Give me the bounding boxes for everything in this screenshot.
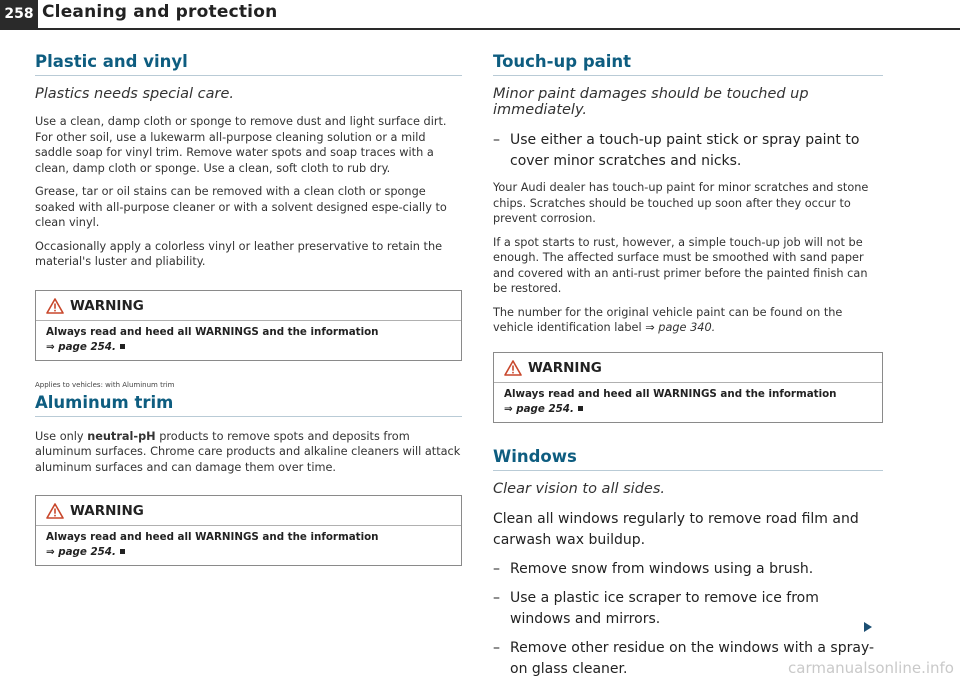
instruction-step xyxy=(493,130,883,172)
section-subtitle: Plastics needs special care. xyxy=(35,86,235,102)
text-run: Use only xyxy=(35,429,88,443)
dash-bullet: – xyxy=(493,589,500,606)
page-reference-link[interactable]: ⇒ page 254. xyxy=(504,402,574,415)
section-subtitle: Minor paint damages should be touched up immediately. xyxy=(493,86,809,118)
end-mark-icon xyxy=(120,344,125,349)
section-subtitle: Clear vision to all sides. xyxy=(493,480,665,497)
applies-to-note: Applies to vehicles: with Aluminum trim xyxy=(35,380,175,389)
dash-bullet: – xyxy=(493,132,500,148)
paragraph xyxy=(493,305,883,336)
step-text: Remove other residue on the windows with a spray-on glass cleaner. xyxy=(510,639,875,677)
text-run: The number for the original vehicle paint can be found on the vehicle identification label xyxy=(493,305,843,334)
left-column xyxy=(35,52,462,566)
page-number: 258 xyxy=(0,0,38,28)
warning-body xyxy=(36,321,461,360)
section-touch-up-paint xyxy=(493,52,883,336)
section-title: Windows xyxy=(493,447,883,471)
page-reference-link[interactable]: ⇒ page 254. xyxy=(46,340,116,353)
dash-bullet: – xyxy=(493,639,500,656)
warning-header xyxy=(36,496,461,526)
page-reference-link[interactable]: ⇒ page 254. xyxy=(46,546,116,558)
step-text: Remove snow from windows using a brush. xyxy=(510,560,814,577)
warning-title: WARNING xyxy=(70,297,144,314)
page-header xyxy=(0,0,960,30)
warning-header xyxy=(36,291,461,321)
instruction-step xyxy=(493,588,883,630)
step-text: Use either a touch-up paint stick or spray paint to cover minor scratches and nicks. xyxy=(510,132,860,169)
warning-text: Always read and heed all WARNINGS and the information xyxy=(504,387,837,400)
warning-title: WARNING xyxy=(528,359,602,376)
warning-box xyxy=(35,495,462,566)
step-text: Use a plastic ice scraper to remove ice from windows and mirrors. xyxy=(510,589,819,627)
paragraph xyxy=(35,429,462,476)
section-title: Plastic and vinyl xyxy=(35,52,462,76)
paragraph: Grease, tar or oil stains can be removed with a clean cloth or sponge soaked with all-purpose cleaner or with a solvent designed espe-cially to clean vinyl. xyxy=(35,185,447,229)
watermark: carmanualsonline.info xyxy=(788,659,954,677)
warning-title: WARNING xyxy=(70,503,144,519)
end-mark-icon xyxy=(120,549,125,554)
warning-body xyxy=(494,383,882,422)
continue-arrow-icon xyxy=(864,622,872,632)
section-windows xyxy=(493,447,883,680)
section-title: Touch-up paint xyxy=(493,52,883,76)
paragraph: Use a clean, damp cloth or sponge to remove dust and light surface dirt. For other soil, use a lukewarm all-purpose cleaning solution or a mild saddle soap for vinyl trim. Remove water spots and soap traces with a clean, damp cloth or sponge. Use a clean, soft cloth to rub dry. xyxy=(35,115,447,175)
warning-text: Always read and heed all WARNINGS and the information xyxy=(46,325,379,338)
paragraph: Your Audi dealer has touch-up paint for minor scratches and stone chips. Scratches should be touched up soon after they occur to prevent corrosion. xyxy=(493,181,869,225)
warning-header xyxy=(494,353,882,383)
warning-body xyxy=(36,526,461,565)
emphasis-text: neutral-pH xyxy=(87,429,156,443)
dash-bullet: – xyxy=(493,560,500,577)
page-reference-link[interactable]: ⇒ page 340. xyxy=(645,321,716,334)
section-title: Aluminum trim xyxy=(35,393,462,417)
instruction-step xyxy=(493,559,883,580)
right-column xyxy=(493,52,883,688)
warning-triangle-icon xyxy=(46,503,64,519)
end-mark-icon xyxy=(578,406,583,411)
section-aluminum-trim xyxy=(35,381,462,476)
warning-box xyxy=(35,290,462,361)
section-plastic-vinyl xyxy=(35,52,462,270)
warning-triangle-icon xyxy=(46,298,64,314)
chapter-title: Cleaning and protection xyxy=(42,2,278,22)
text-run: products to remove spots and deposits from aluminum surfaces. Chrome care products and alkaline cleaners will attack aluminum surfaces and can damage them over time. xyxy=(35,429,461,474)
warning-text: Always read and heed all WARNINGS and the information xyxy=(46,531,379,543)
warning-box xyxy=(493,352,883,423)
header-rule xyxy=(0,28,960,30)
paragraph: If a spot starts to rust, however, a simple touch-up job will not be enough. The affected surface must be smoothed with sand paper and covered with an anti-rust primer before the painted finish can be restored. xyxy=(493,235,868,295)
paragraph: Occasionally apply a colorless vinyl or leather preservative to retain the material's luster and pliability. xyxy=(35,239,443,268)
paragraph: Clean all windows regularly to remove road film and carwash wax buildup. xyxy=(493,510,859,548)
warning-triangle-icon xyxy=(504,360,522,376)
